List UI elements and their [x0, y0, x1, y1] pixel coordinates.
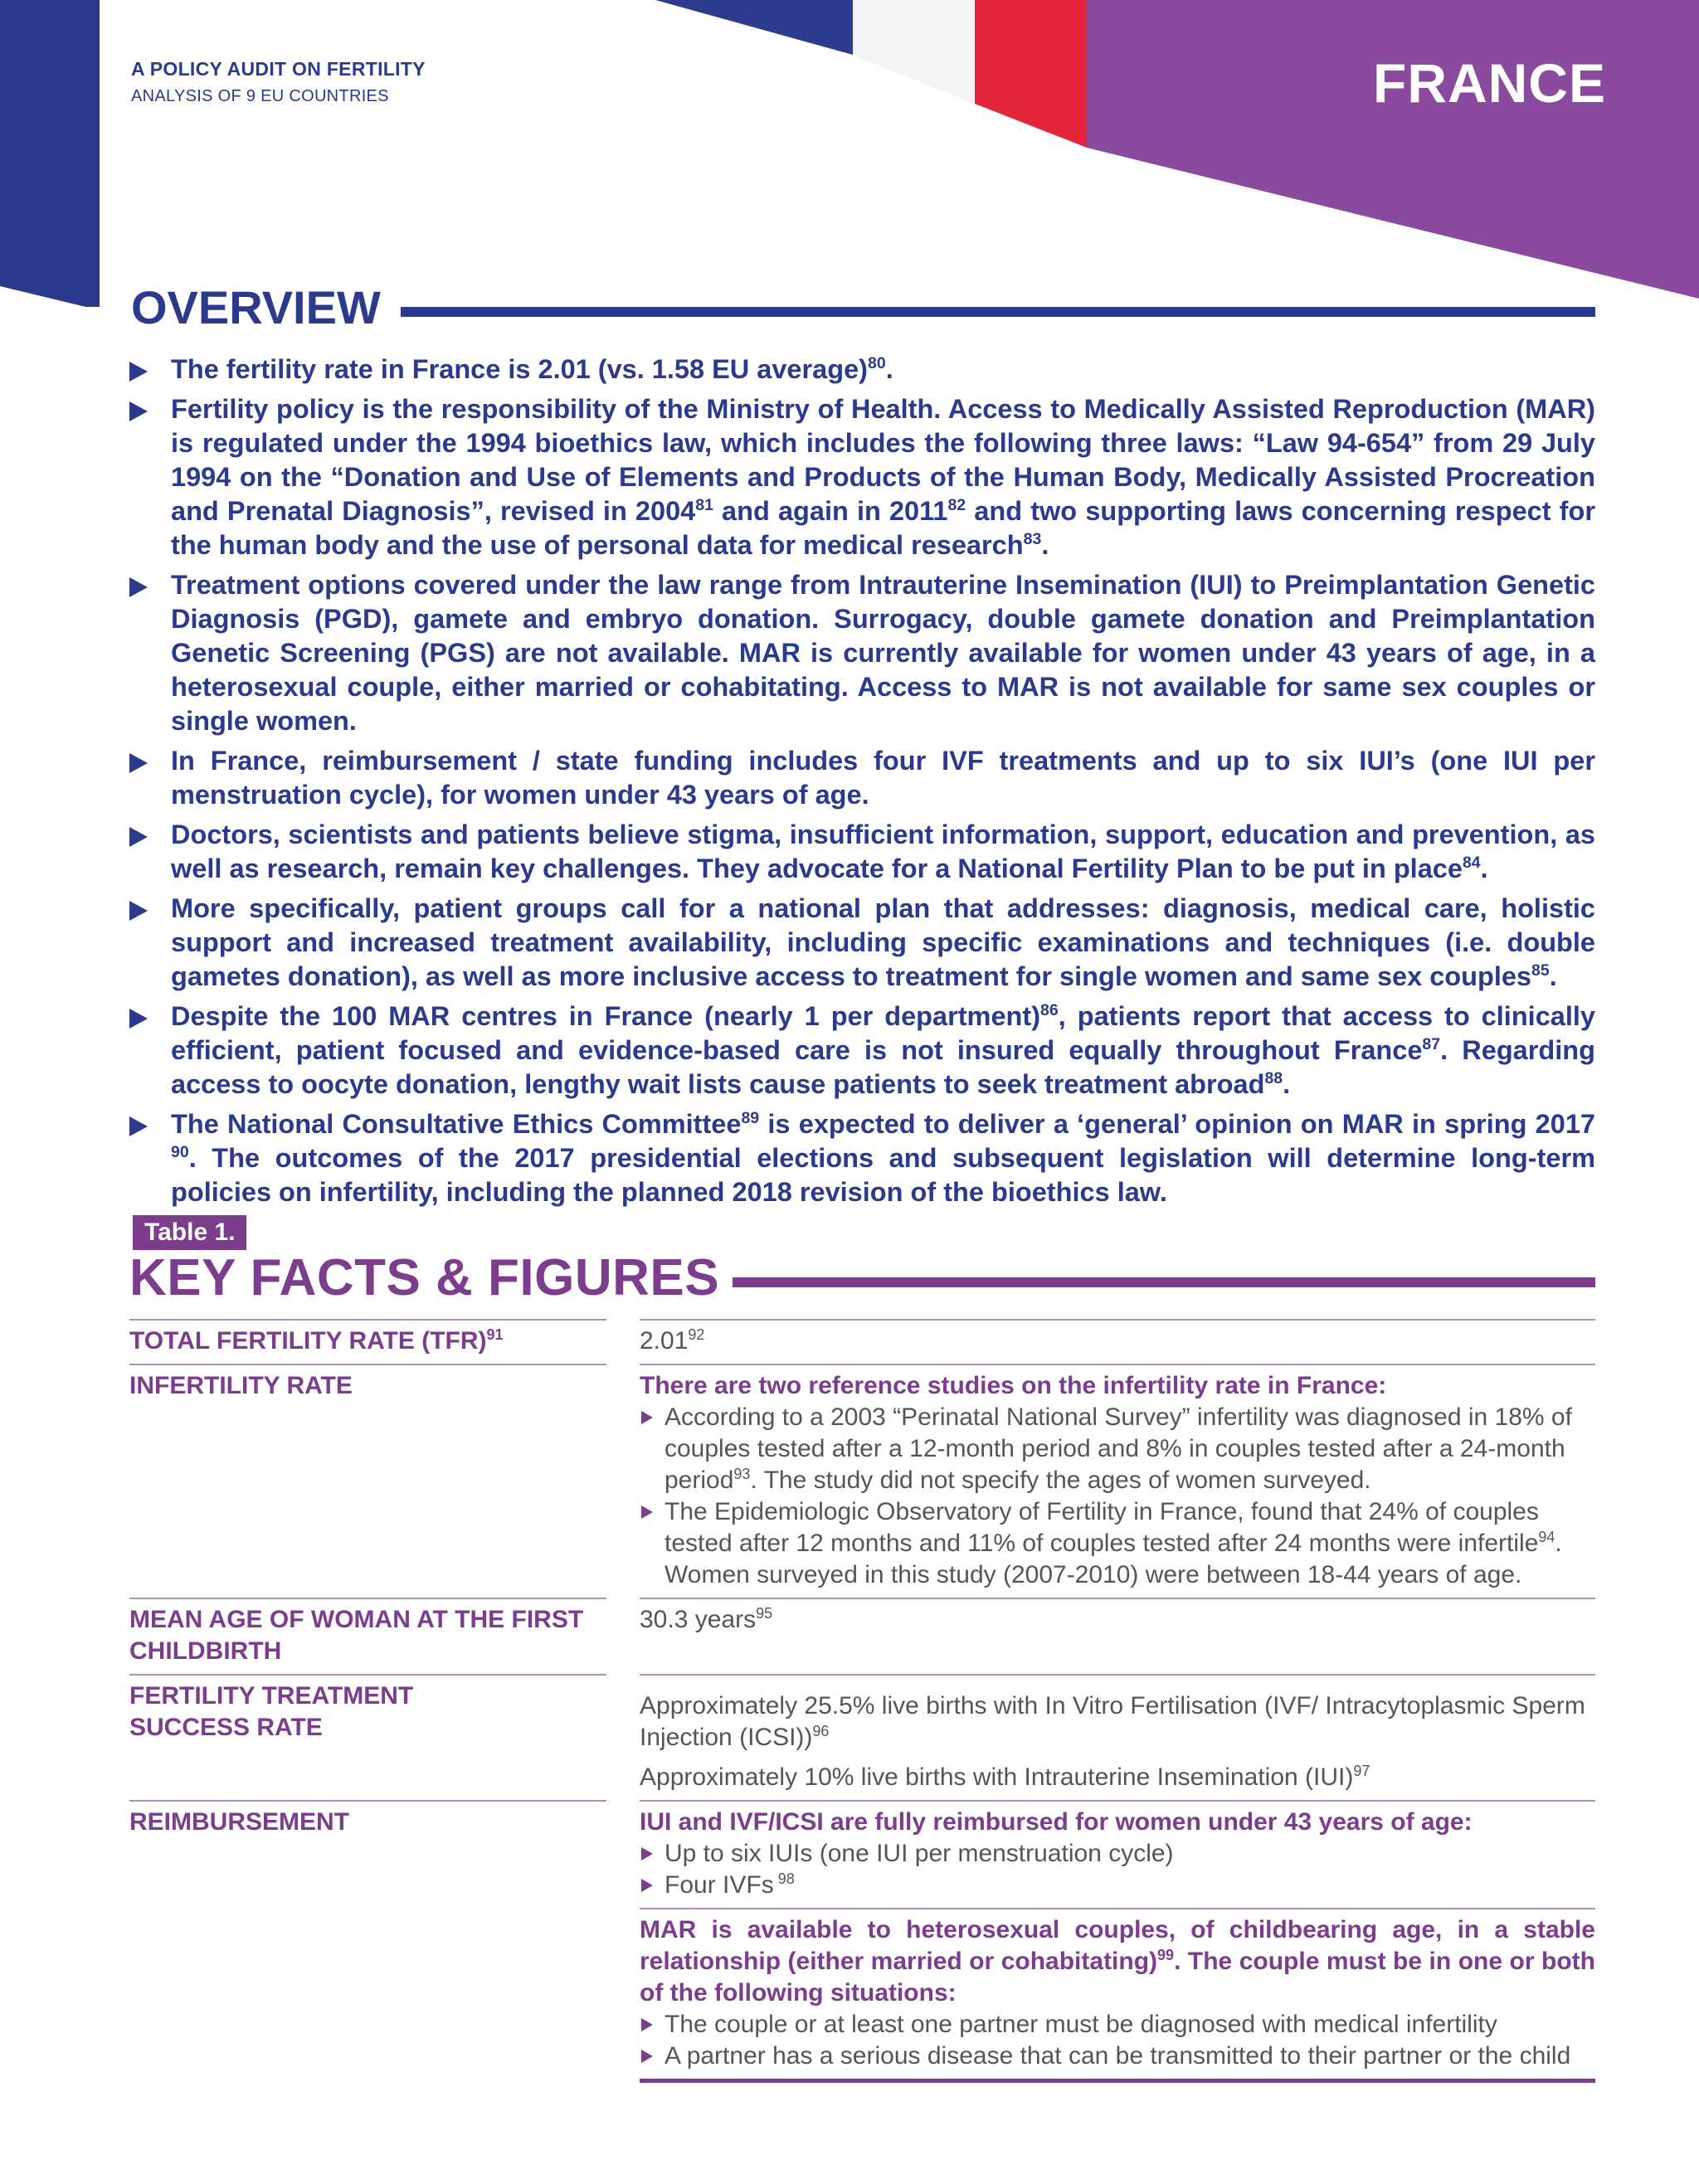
header-decoration [0, 0, 1699, 307]
list-item: A partner has a serious disease that can be transmitted to their partner or the child [640, 2041, 1595, 2072]
row-value: 2.01$^{92}$ [640, 1319, 1595, 1364]
triangle-bullet-icon [641, 1411, 653, 1424]
purple-header-band [1087, 0, 1699, 299]
triangle-bullet-icon [129, 901, 148, 921]
overview-heading [131, 280, 1595, 334]
triangle-bullet-icon [641, 1879, 653, 1892]
overview-bullet: Doctors, scientists and patients believe stigma, insufficient information, support, education and prevention, as well as research, remain key challenges. They advocate for a National Fertility Plan to be put in place$^{84}$. [129, 818, 1595, 886]
triangle-bullet-icon [129, 753, 148, 773]
table-row-infertility [129, 1364, 1595, 1598]
row-value-heading: IUI and IVF/ICSI are fully reimbursed for women under 43 years of age: [640, 1808, 1473, 1836]
key-facts-table [129, 1319, 1595, 2083]
table-row-reimbursement [129, 1800, 1595, 1908]
row-label: INFERTILITY RATE [129, 1364, 606, 1598]
keyfacts-title: KEY FACTS & FIGURES [129, 1249, 720, 1306]
overview-bullet: Despite the 100 MAR centres in France (nearly 1 per department)$^{86}$, patients report that access to clinically efficient, patient focused and evidence-based care is not insured equally throughout France$^{87}$. Regarding access to oocyte donation, lengthy wait lists cause patients to seek treatment abroad$^{88}$. [129, 1000, 1595, 1102]
navy-side-band [0, 0, 100, 307]
success-ivf: Approximately 25.5% live births with In Vitro Fertilisation (IVF/ Intracytoplasmic Sperm Injection (ICSI))$^{96}$ [640, 1692, 1585, 1751]
list-item: The Epidemiologic Observatory of Fertility in France, found that 24% of couples tested after 12 months and 11% of couples tested after 24 months were infertile$^{94}$. Women surveyed in this study (2007-2010) were between 18-44 years of age. [640, 1496, 1595, 1591]
row-label: MEAN AGE OF WOMAN AT THE FIRST CHILDBIRTH [129, 1598, 606, 1674]
row-label: FERTILITY TREATMENT SUCCESS RATE [129, 1674, 606, 1800]
publication-subtitle: ANALYSIS OF 9 EU COUNTRIES [131, 87, 389, 105]
table-row-success-rate [129, 1674, 1595, 1800]
overview-bullet: Fertility policy is the responsibility of the Ministry of Health. Access to Medically Assisted Reproduction (MAR) is regulated under the 1994 bioethics law, which includes the following three laws: “Law 94-654” from 29 July 1994 on the “Donation and Use of Elements and Products of the Human Body, Medically Assisted Procreation and Prenatal Diagnosis”, revised in 2004$^{81}$ and again in 2011$^{82}$ and two supporting laws concerning respect for the human body and the use of personal data for medical research$^{83}$. [129, 392, 1595, 562]
publication-title: A POLICY AUDIT ON FERTILITY [131, 58, 426, 80]
overview-bullet: The fertility rate in France is 2.01 (vs. 1.58 EU average)$^{80}$. [129, 353, 1595, 387]
keyfacts-heading [129, 1248, 1595, 1307]
triangle-bullet-icon [129, 827, 148, 847]
row-value [640, 1674, 1595, 1800]
overview-bullet: Treatment options covered under the law range from Intrauterine Insemination (IUI) to Preimplantation Genetic Diagnosis (PGD), gamete and embryo donation. Surrogacy, double gamete donation and Preimplantation Genetic Screening (PGS) are not available. MAR is currently available for women under 43 years of age, in a heterosexual couple, either married or cohabitating. Access to MAR is not available for same sex couples or single women. [129, 568, 1595, 738]
row-value-heading: MAR is available to heterosexual couples, of childbearing age, in a stable relationship (either married or cohabitating)$^{99}$. The couple must be in one or both of the following situations: [640, 1916, 1595, 2006]
table-tag: Table 1. [133, 1215, 246, 1250]
triangle-bullet-icon [129, 401, 148, 421]
row-value [640, 1800, 1595, 1908]
triangle-bullet-icon [129, 1116, 148, 1136]
publication-header [131, 58, 426, 106]
triangle-bullet-icon [641, 1505, 653, 1519]
country-title: FRANCE [1373, 52, 1606, 114]
row-value [640, 1364, 1595, 1598]
flag-red-stripe [975, 0, 1087, 148]
overview-title: OVERVIEW [131, 281, 381, 333]
list-item: Four IVFs $^{98}$ [640, 1870, 1595, 1901]
table-row-tfr [129, 1319, 1595, 1364]
row-value [640, 1908, 1595, 2083]
row-value-heading: There are two reference studies on the infertility rate in France: [640, 1372, 1387, 1399]
list-item: The couple or at least one partner must be diagnosed with medical infertility [640, 2009, 1595, 2041]
overview-bullet: More specifically, patient groups call for a national plan that addresses: diagnosis, medical care, holistic support and increased treatment availability, including specific examinations and techniques (i.e. double gametes donation), as well as more inclusive access to treatment for single women and same sex couples$^{85}$. [129, 892, 1595, 994]
row-value: 30.3 years$^{95}$ [640, 1598, 1595, 1674]
triangle-bullet-icon [129, 577, 148, 597]
list-item: Up to six IUIs (one IUI per menstruation cycle) [640, 1838, 1595, 1870]
overview-bullet: The National Consultative Ethics Committee$^{89}$ is expected to deliver a ‘general’ opinion on MAR in spring 2017 $^{90}$. The outcomes of the 2017 presidential elections and subsequent legislation will determine long-term policies on infertility, including the planned 2018 revision of the bioethics law. [129, 1107, 1595, 1209]
triangle-bullet-icon [129, 362, 148, 382]
overview-bullet: In France, reimbursement / state funding includes four IVF treatments and up to six IUI’s (one IUI per menstruation cycle), for women under 43 years of age. [129, 744, 1595, 812]
triangle-bullet-icon [641, 1847, 653, 1861]
triangle-bullet-icon [641, 2018, 653, 2031]
keyfacts-rule [733, 1277, 1595, 1287]
table-row-mean-age [129, 1598, 1595, 1674]
triangle-bullet-icon [641, 2050, 653, 2063]
row-label: TOTAL FERTILITY RATE (TFR)$^{91}$ [129, 1319, 606, 1364]
flag-white-stripe [853, 0, 975, 104]
list-item: According to a 2003 “Perinatal National Survey” infertility was diagnosed in 18% of couples tested after a 12-month period and 8% in couples tested after a 24-month period$^{93}$. The study did not specify the ages of women surveyed. [640, 1402, 1595, 1496]
success-iui: Approximately 10% live births with Intrauterine Insemination (IUI)$^{97}$ [640, 1763, 1370, 1791]
triangle-bullet-icon [129, 1009, 148, 1029]
row-label: REIMBURSEMENT [129, 1800, 606, 1908]
table-row-eligibility [129, 1908, 1595, 2083]
overview-bullets [129, 353, 1595, 1215]
overview-rule [401, 307, 1595, 317]
row-label-empty [129, 1908, 606, 2083]
flag-blue-stripe [655, 0, 853, 55]
